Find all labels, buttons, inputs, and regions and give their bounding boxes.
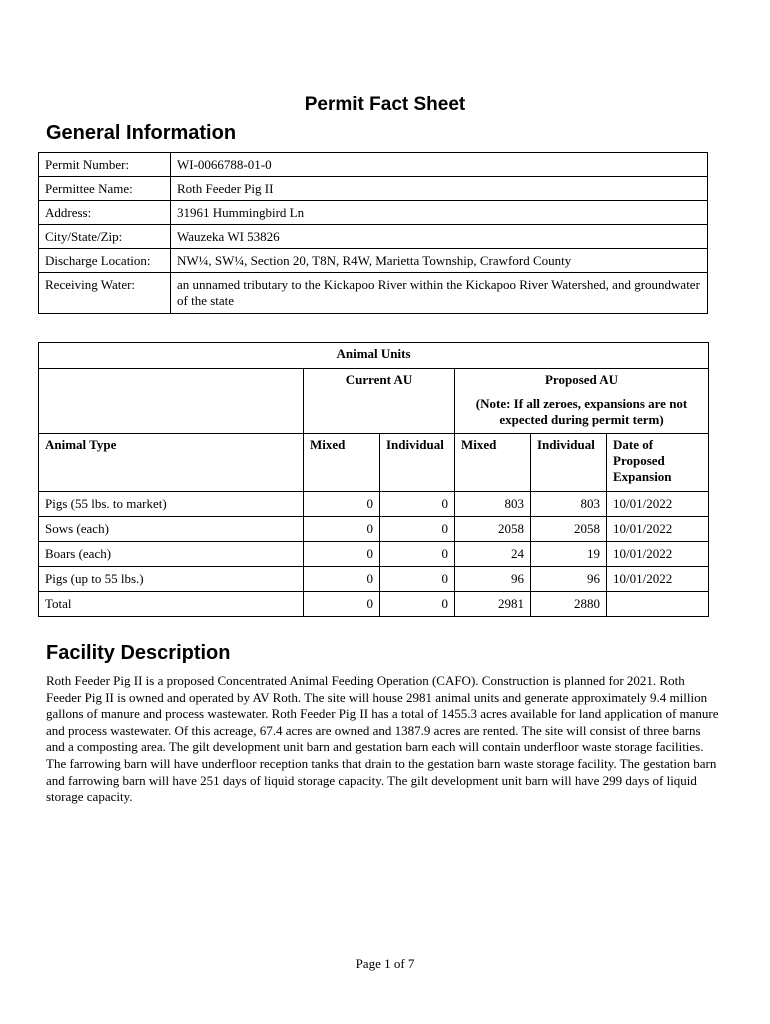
field-label: Discharge Location:	[39, 249, 171, 273]
current-mixed-cell: 0	[304, 592, 380, 617]
au-column-header-row	[39, 434, 709, 492]
proposed-mixed-cell: 803	[455, 492, 531, 517]
animal-type-cell: Sows (each)	[39, 517, 304, 542]
field-label: City/State/Zip:	[39, 225, 171, 249]
animal-type-cell: Boars (each)	[39, 542, 304, 567]
address-value: 31961 Hummingbird Ln	[171, 201, 708, 225]
expansion-date-header: Date of Proposed Expansion	[607, 434, 709, 492]
proposed-au-note: (Note: If all zeroes, expansions are not expected during permit term)	[475, 396, 688, 427]
expansion-date-cell	[607, 592, 709, 617]
animal-units-table	[38, 342, 709, 617]
empty-header-cell	[39, 369, 304, 434]
facility-description-heading: Facility Description	[46, 642, 231, 664]
proposed-individual-cell: 96	[531, 567, 607, 592]
city-state-zip-row	[39, 225, 708, 249]
page-number: Page 1 of 7	[355, 956, 415, 971]
total-row	[39, 592, 709, 617]
current-individual-cell: 0	[380, 492, 455, 517]
general-information-heading: General Information	[46, 122, 237, 144]
current-mixed-cell: 0	[304, 542, 380, 567]
current-individual-header: Individual	[380, 434, 455, 492]
expansion-date-cell: 10/01/2022	[607, 567, 709, 592]
discharge-location-row	[39, 249, 708, 273]
field-label: Receiving Water:	[39, 273, 171, 314]
proposed-au-label: Proposed AU	[544, 372, 619, 387]
proposed-individual-cell: 2880	[531, 592, 607, 617]
current-mixed-cell: 0	[304, 567, 380, 592]
current-individual-cell: 0	[380, 592, 455, 617]
expansion-date-cell: 10/01/2022	[607, 492, 709, 517]
receiving-water-value: an unnamed tributary to the Kickapoo River within the Kickapoo River Watershed, and groundwater of the state	[171, 273, 708, 314]
au-group-header-row	[39, 369, 709, 434]
proposed-individual-cell: 19	[531, 542, 607, 567]
field-label: Permit Number:	[39, 153, 171, 177]
table-row	[39, 542, 709, 567]
permittee-name-value: Roth Feeder Pig II	[171, 177, 708, 201]
current-individual-cell: 0	[380, 517, 455, 542]
proposed-mixed-cell: 96	[455, 567, 531, 592]
city-state-zip-value: Wauzeka WI 53826	[171, 225, 708, 249]
facility-description-text: Roth Feeder Pig II is a proposed Concentrated Animal Feeding Operation (CAFO). Construction is planned for 2021. Roth Feeder Pig II is owned and operated by AV Roth. The site will house 2981 animal units and generate approximately 9.4 million gallons of manure and process wastewater. Roth Feeder Pig II has a total of 1455.3 acres available for land application of manure and process wastewater. Of this acreage, 67.4 acres are owned and 1387.9 acres are rented. The site will consist of three barns and a composting area. The gilt development unit barn and gestation barn each will contain underfloor waste storage facilities. The farrowing barn will have underfloor reception tanks that drain to the gestation barn waste storage facility. The gestation barn and farrowing barn will have 251 days of liquid storage capacity. The gilt development unit barn will have 299 days of liquid storage capacity.	[46, 673, 719, 805]
animal-type-cell: Total	[39, 592, 304, 617]
current-individual-cell: 0	[380, 542, 455, 567]
general-information-table	[38, 152, 708, 314]
permit-number-value: WI-0066788-01-0	[171, 153, 708, 177]
current-mixed-cell: 0	[304, 492, 380, 517]
current-au-header: Current AU	[304, 369, 455, 434]
proposed-au-header	[455, 369, 709, 434]
animal-units-title-row	[39, 343, 709, 369]
table-row	[39, 492, 709, 517]
proposed-individual-header: Individual	[531, 434, 607, 492]
current-mixed-header: Mixed	[304, 434, 380, 492]
expansion-date-cell: 10/01/2022	[607, 517, 709, 542]
permit-number-row	[39, 153, 708, 177]
expansion-date-cell: 10/01/2022	[607, 542, 709, 567]
field-label: Address:	[39, 201, 171, 225]
proposed-individual-cell: 803	[531, 492, 607, 517]
table-row	[39, 567, 709, 592]
field-label: Permittee Name:	[39, 177, 171, 201]
proposed-mixed-header: Mixed	[455, 434, 531, 492]
permittee-name-row	[39, 177, 708, 201]
animal-units-title: Animal Units	[39, 343, 709, 369]
proposed-mixed-cell: 2981	[455, 592, 531, 617]
proposed-individual-cell: 2058	[531, 517, 607, 542]
animal-type-cell: Pigs (up to 55 lbs.)	[39, 567, 304, 592]
proposed-mixed-cell: 24	[455, 542, 531, 567]
table-row	[39, 517, 709, 542]
receiving-water-row	[39, 273, 708, 314]
animal-type-header: Animal Type	[39, 434, 304, 492]
address-row	[39, 201, 708, 225]
current-individual-cell: 0	[380, 567, 455, 592]
proposed-mixed-cell: 2058	[455, 517, 531, 542]
animal-type-cell: Pigs (55 lbs. to market)	[39, 492, 304, 517]
discharge-location-value: NW¼, SW¼, Section 20, T8N, R4W, Marietta Township, Crawford County	[171, 249, 708, 273]
document-title: Permit Fact Sheet	[304, 94, 466, 115]
current-mixed-cell: 0	[304, 517, 380, 542]
